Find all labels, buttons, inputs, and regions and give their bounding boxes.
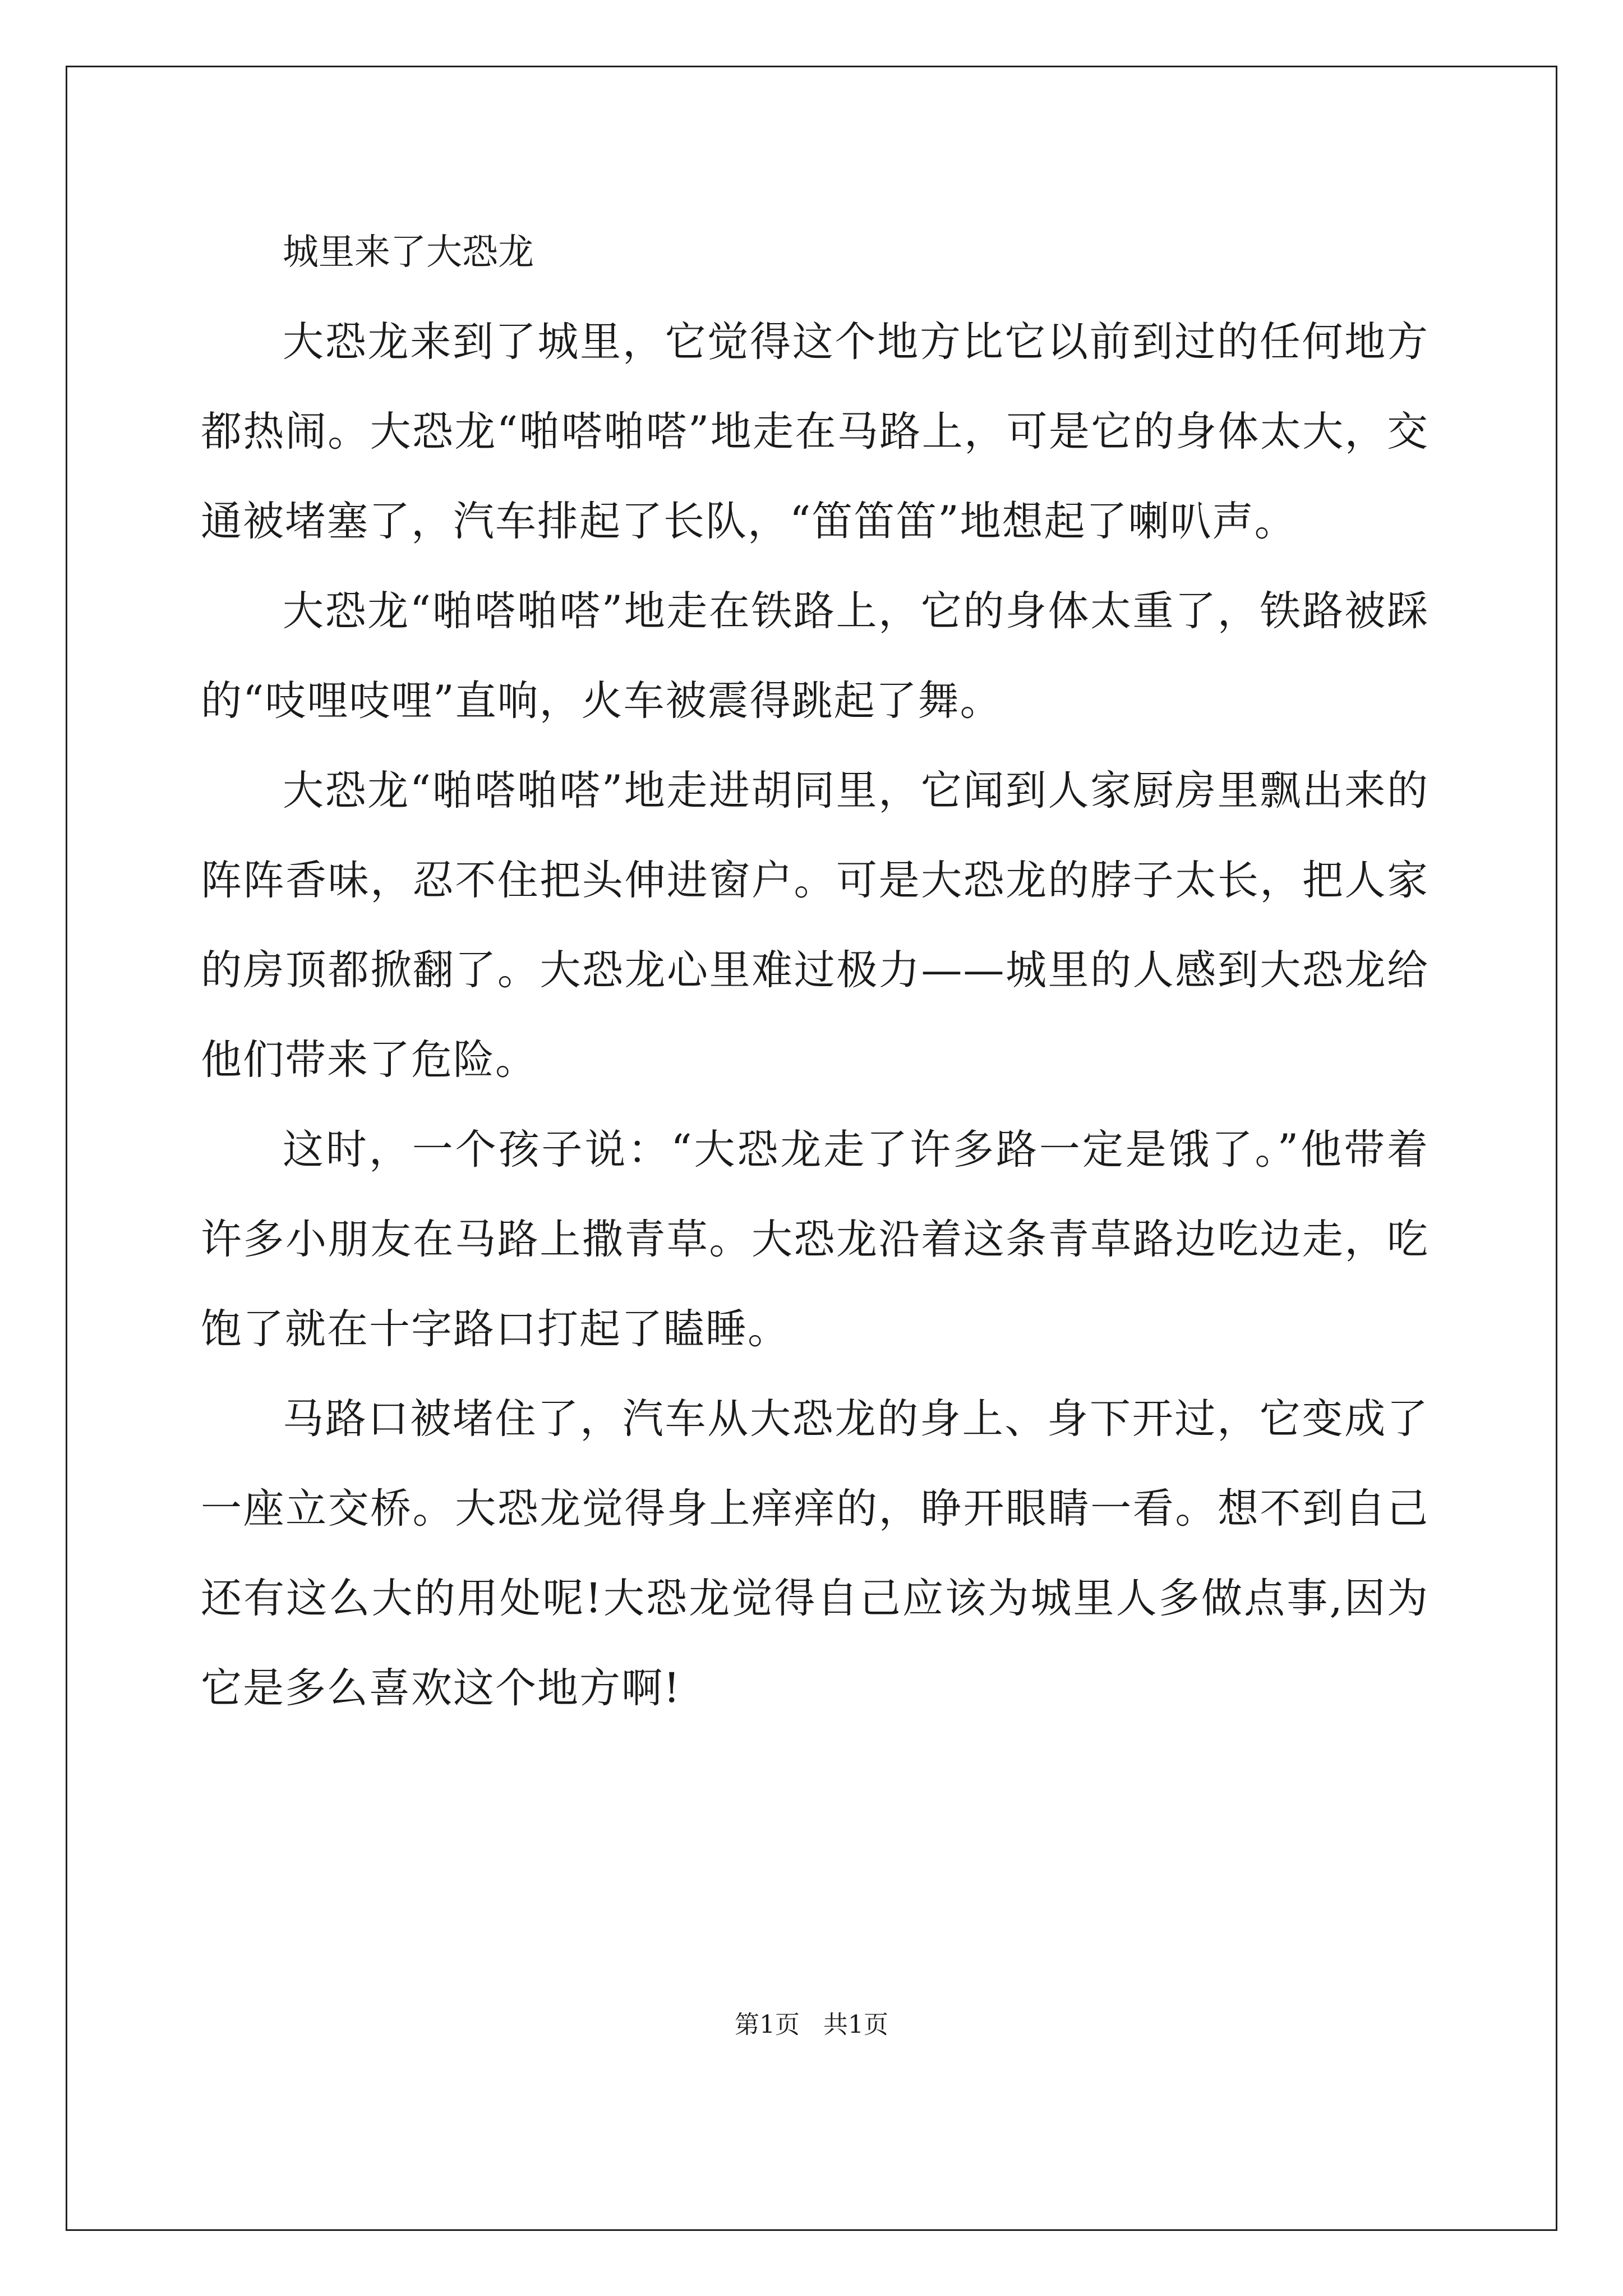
page-number-footer: 第1页 共1页 (735, 2010, 888, 2039)
paragraph: 马路口被堵住了，汽车从大恐龙的身上、身下开过，它变成了一座立交桥。大恐龙觉得身上痒痒的，睁开眼睛一看。想不到自己还有这么大的用处呢!大恐龙觉得自己应该为城里人多做点事,因为它是多么喜欢这个地方啊! (201, 1395, 1429, 1712)
document-title: 城里来了大恐龙 (283, 232, 534, 273)
paragraph: 这时，一个孩子说：“大恐龙走了许多路一定是饿了。”他带着许多小朋友在马路上撒青草。大恐龙沿着这条青草路边吃边走，吃饱了就在十字路口打起了瞌睡。 (201, 1126, 1429, 1353)
paragraph: 大恐龙“啪嗒啪嗒”地走在铁路上，它的身体太重了，铁路被踩的“吱哩吱哩”直响，火车被震得跳起了舞。 (201, 587, 1429, 725)
paragraph: 大恐龙“啪嗒啪嗒”地走进胡同里，它闻到人家厨房里飘出来的阵阵香味，忍不住把头伸进窗户。可是大恐龙的脖子太长，把人家的房顶都掀翻了。大恐龙心里难过极力——城里的人感到大恐龙给他们带来了危险。 (201, 767, 1429, 1084)
paragraph: 大恐龙来到了城里，它觉得这个地方比它以前到过的任何地方都热闹。大恐龙“啪嗒啪嗒”地走在马路上，可是它的身体太大，交通被堵塞了，汽车排起了长队，“笛笛笛”地想起了喇叭声。 (201, 318, 1429, 545)
document-body (201, 208, 1429, 1733)
